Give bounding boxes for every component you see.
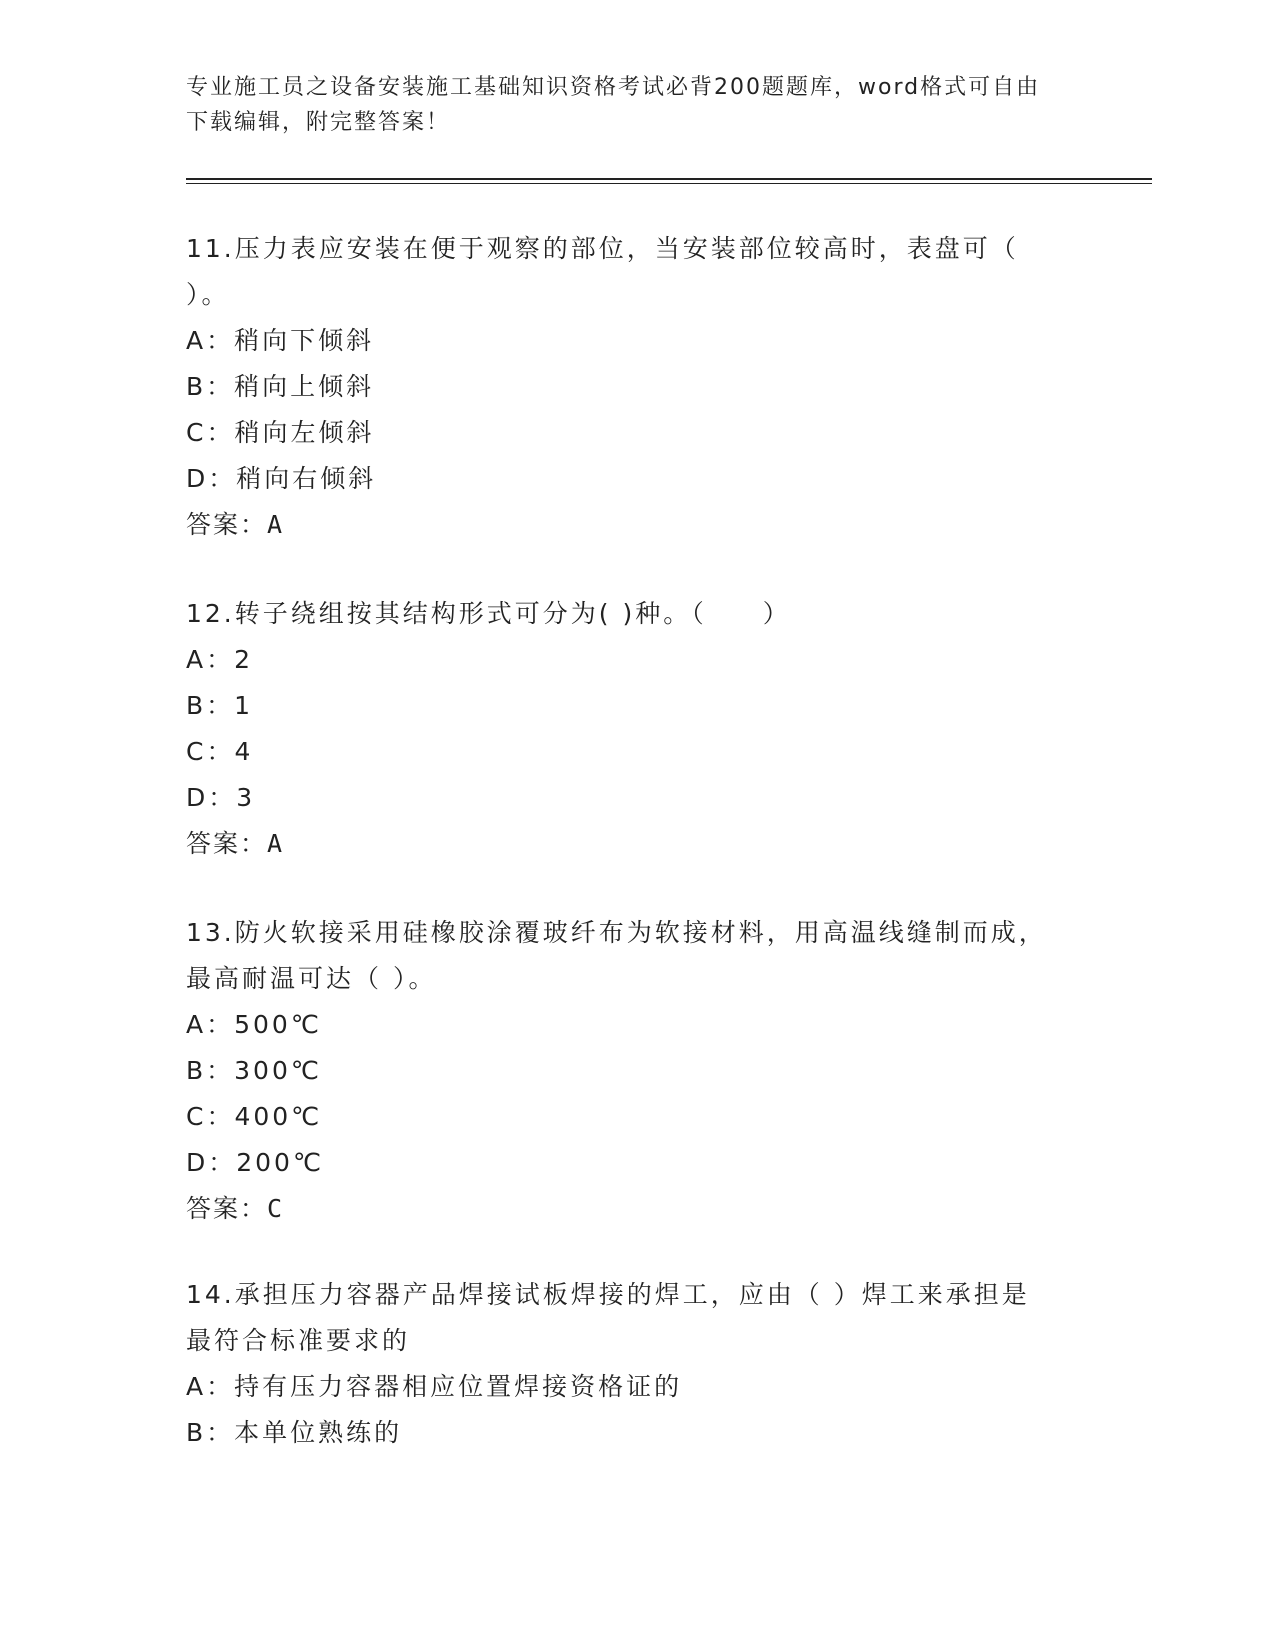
answer-label: 答案： <box>186 510 268 539</box>
option-d: D：200℃ <box>186 1148 325 1177</box>
option-a: A：持有压力容器相应位置焊接资格证的 <box>186 1372 683 1401</box>
option-c: C：400℃ <box>186 1102 323 1131</box>
option-d: D：3 <box>186 783 256 812</box>
header-line-2: 下载编辑，附完整答案！ <box>186 110 451 135</box>
option-a: A：2 <box>186 645 254 674</box>
option-b: B：1 <box>186 691 254 720</box>
header-divider-thin <box>186 183 1152 184</box>
answer-value: A <box>267 829 285 858</box>
question-stem-line-1: 12.转子绕组按其结构形式可分为( )种。（ ） <box>186 599 791 628</box>
option-a: A：500℃ <box>186 1010 322 1039</box>
answer-label: 答案： <box>186 829 268 858</box>
question-11 <box>186 226 1086 548</box>
answer-line <box>186 1186 1086 1232</box>
question-stem-line-1: 11.压力表应安装在便于观察的部位，当安装部位较高时，表盘可（ <box>186 234 1019 263</box>
answer-value: A <box>267 510 285 539</box>
question-12 <box>186 591 1086 867</box>
header-divider-thick <box>186 178 1152 180</box>
answer-line <box>186 502 1086 548</box>
option-a: A：稍向下倾斜 <box>186 326 375 355</box>
question-stem-line-1: 14.承担压力容器产品焊接试板焊接的焊工，应由（ ）焊工来承担是 <box>186 1280 1030 1309</box>
option-d: D：稍向右倾斜 <box>186 464 377 493</box>
document-header <box>186 70 1086 140</box>
option-b: B：稍向上倾斜 <box>186 372 375 401</box>
question-stem-line-2: 最符合标准要求的 <box>186 1326 411 1355</box>
question-stem-line-2: 最高耐温可达（ ）。 <box>186 964 437 993</box>
answer-line <box>186 821 1086 867</box>
question-stem-line-2: ）。 <box>186 280 230 309</box>
header-line-1: 专业施工员之设备安装施工基础知识资格考试必背200题题库，word格式可自由 <box>186 75 1041 100</box>
option-c: C：稍向左倾斜 <box>186 418 375 447</box>
question-14 <box>186 1272 1086 1456</box>
question-13 <box>186 910 1086 1232</box>
option-b: B：300℃ <box>186 1056 322 1085</box>
option-c: C：4 <box>186 737 254 766</box>
question-stem-line-1: 13.防火软接采用硅橡胶涂覆玻纤布为软接材料，用高温线缝制而成， <box>186 918 1047 947</box>
answer-label: 答案： <box>186 1194 268 1223</box>
option-b: B：本单位熟练的 <box>186 1418 403 1447</box>
answer-value: C <box>267 1194 285 1223</box>
